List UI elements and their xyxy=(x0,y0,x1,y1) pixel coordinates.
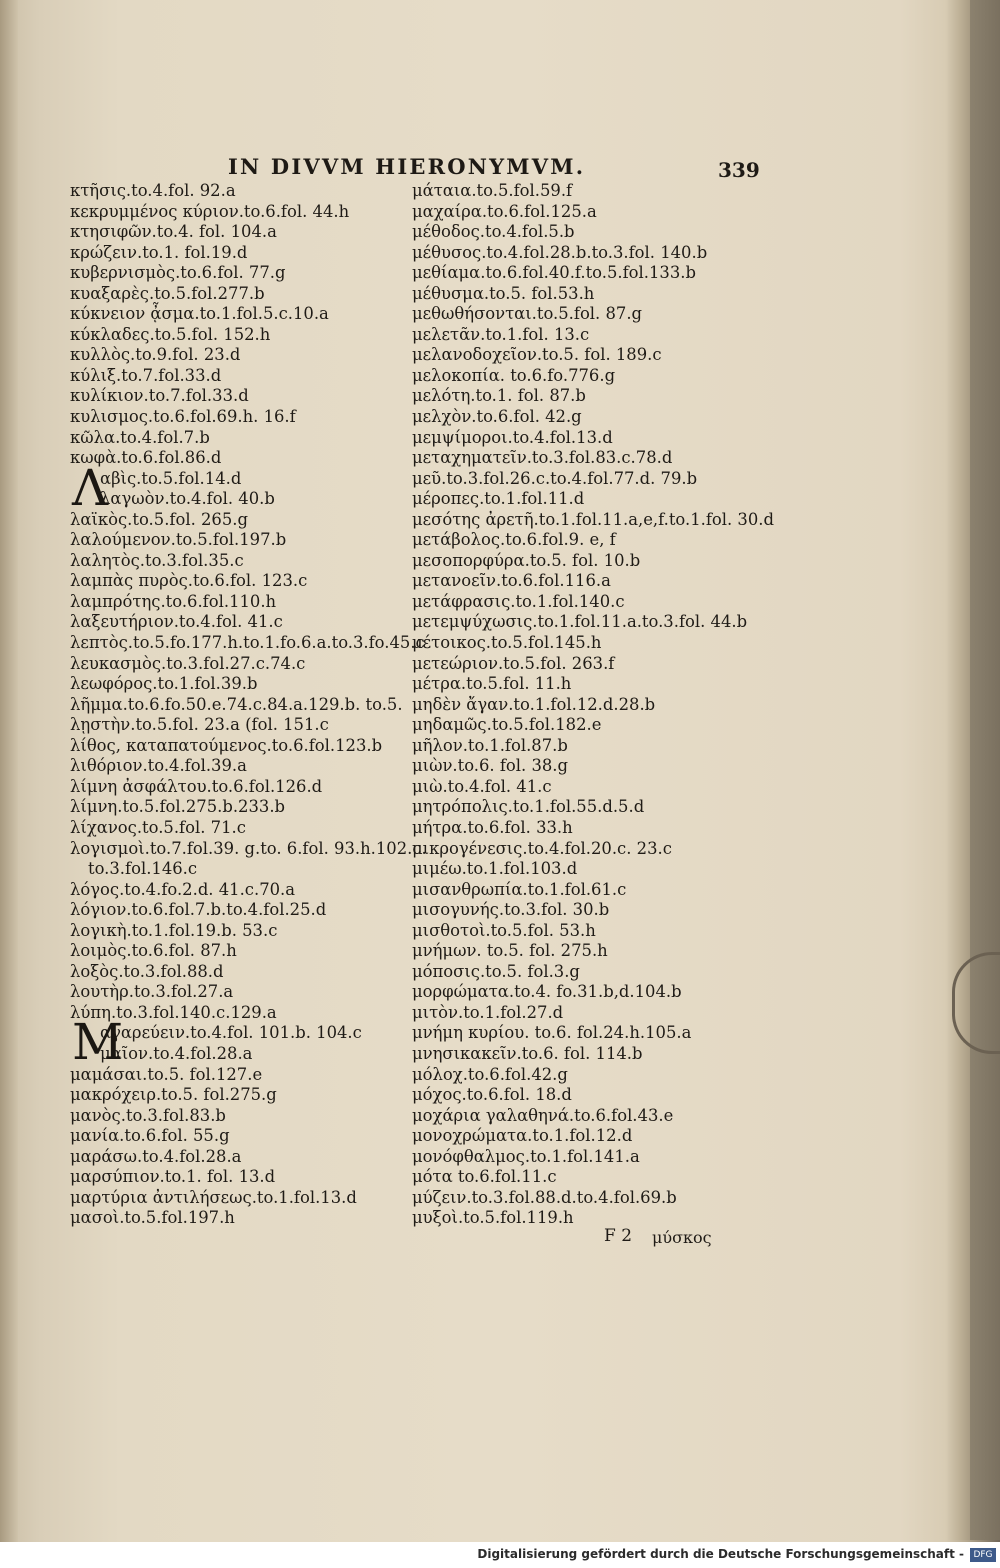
index-entry: κύκνειον ᾆσμα.to.1.fol.5.c.10.a xyxy=(70,304,329,324)
index-entry: αγαρεύειν.to.4.fol. 101.b. 104.c xyxy=(100,1023,362,1043)
index-entry: κεκρυμμένος κύριον.to.6.fol. 44.h xyxy=(70,201,350,221)
index-entry: λίθος, καταπατούμενος.to.6.fol.123.b xyxy=(70,735,383,755)
index-entry: λιθόριον.to.4.fol.39.a xyxy=(70,756,247,776)
index-entry: λοξὸς.to.3.fol.88.d xyxy=(70,961,224,981)
index-entry: μεταχηματεῖν.to.3.fol.83.c.78.d xyxy=(412,448,673,468)
index-entry: λαξευτήριον.to.4.fol. 41.c xyxy=(70,612,283,632)
index-entry: κυλίκιον.to.7.fol.33.d xyxy=(70,386,249,406)
index-entry: μορφώματα.to.4. fo.31.b,d.104.b xyxy=(412,982,682,1002)
index-entry: μετεμψύχωσις.to.1.fol.11.a.to.3.fol. 44.b xyxy=(412,612,748,632)
index-entry: μήτρα.to.6.fol. 33.h xyxy=(412,817,573,837)
index-entry: κυλλὸς.to.9.fol. 23.d xyxy=(70,345,241,365)
index-entry: μοχάρια γαλαθηνά.to.6.fol.43.e xyxy=(412,1105,674,1125)
index-entry: λαλητὸς.to.3.fol.35.c xyxy=(70,550,244,570)
dfg-logo: DFG xyxy=(970,1548,996,1562)
binding-strip xyxy=(970,0,1000,1540)
entries-l xyxy=(70,509,427,859)
index-entry: μελοκοπία. to.6.fo.776.g xyxy=(412,365,616,385)
index-entry: κυαξαρὲς.to.5.fol.277.b xyxy=(70,283,265,303)
index-entry: μέθυσμα.to.5. fol.53.h xyxy=(412,283,595,303)
index-entry: μονόφθαλμος.to.1.fol.141.a xyxy=(412,1146,640,1166)
digitization-footer xyxy=(0,1542,1000,1568)
index-entry: μεμψίμοροι.to.4.fol.13.d xyxy=(412,427,613,447)
index-entry: λίχανος.to.5.fol. 71.c xyxy=(70,817,246,837)
index-entry: μητρόπολις.to.1.fol.55.d.5.d xyxy=(412,797,645,817)
footer-credit: Digitalisierung gefördert durch die Deutsche Forschungsgemeinschaft - xyxy=(477,1547,964,1561)
entries-l-2 xyxy=(70,880,406,1024)
catchword: μύσκος xyxy=(652,1228,712,1247)
index-entry: μαχαίρα.to.6.fol.125.a xyxy=(412,201,597,221)
index-entry: κυβερνισμὸς.to.6.fol. 77.g xyxy=(70,263,286,283)
index-entry: μανία.to.6.fol. 55.g xyxy=(70,1126,230,1146)
index-entry: λίμνη.to.5.fol.275.b.233.b xyxy=(70,797,286,817)
index-entry: μότα to.6.fol.11.c xyxy=(412,1167,557,1187)
index-entry: μετεώριον.to.5.fol. 263.f xyxy=(412,653,615,673)
index-entry: μαῖον.to.4.fol.28.a xyxy=(100,1043,253,1063)
index-entry: μελανοδοχεῖον.to.5. fol. 189.c xyxy=(412,345,662,365)
index-entry: μηδαμῶς.to.5.fol.182.e xyxy=(412,715,602,735)
index-entry: μόποσις.to.5. fol.3.g xyxy=(412,961,580,981)
entries-k xyxy=(70,181,406,469)
index-entry: λόγος.to.4.fo.2.d. 41.c.70.a xyxy=(70,879,296,899)
index-entry: μηδὲν ἄγαν.to.1.fol.12.d.28.b xyxy=(412,694,656,714)
index-entry: μέθοδος.to.4.fol.5.b xyxy=(412,222,575,242)
index-entry: λεωφόρος.to.1.fol.39.b xyxy=(70,674,258,694)
index-entry: μεσοπορφύρα.to.5. fol. 10.b xyxy=(412,550,641,570)
left-page-edge xyxy=(0,0,18,1568)
index-entry: μέθυσος.to.4.fol.28.b.to.3.fol. 140.b xyxy=(412,242,708,262)
index-entry: μόλοχ.to.6.fol.42.g xyxy=(412,1064,568,1084)
index-entry-continuation: to.3.fol.146.c xyxy=(88,859,198,879)
drop-cap-lambda: Λ xyxy=(72,458,109,517)
index-entry: μνήμη κυρίου. to.6. fol.24.h.105.a xyxy=(412,1023,692,1043)
index-entry: κύκλαδες.to.5.fol. 152.h xyxy=(70,324,271,344)
index-entry: μεῦ.to.3.fol.26.c.to.4.fol.77.d. 79.b xyxy=(412,468,698,488)
signature-mark: F 2 xyxy=(604,1226,633,1246)
index-entry: μονοχρώματα.to.1.fol.12.d xyxy=(412,1126,633,1146)
left-index-column xyxy=(70,181,427,1229)
page-fold xyxy=(948,0,970,1540)
index-entry: μισθοτοὶ.to.5.fol. 53.h xyxy=(412,920,596,940)
index-entry: κρώζειν.to.1. fol.19.d xyxy=(70,242,248,262)
index-entry: μεθίαμα.to.6.fol.40.f.to.5.fol.133.b xyxy=(412,263,696,283)
entries-m xyxy=(70,1065,406,1229)
running-head: IN DIVVM HIERONYMVM. xyxy=(228,154,586,179)
index-entry: μετάφρασις.to.1.fol.140.c xyxy=(412,591,625,611)
index-entry: λογικὴ.to.1.fol.19.b. 53.c xyxy=(70,920,278,940)
page-number: 339 xyxy=(718,158,760,182)
index-entry: μασοὶ.to.5.fol.197.h xyxy=(70,1208,235,1228)
index-entry: κωφὰ.to.6.fol.86.d xyxy=(70,448,222,468)
index-entry: λουτὴρ.to.3.fol.27.a xyxy=(70,982,234,1002)
index-entry: μῆλον.to.1.fol.87.b xyxy=(412,735,568,755)
index-entry: μαράσω.to.4.fol.28.a xyxy=(70,1146,242,1166)
index-entry: μυξοὶ.to.5.fol.119.h xyxy=(412,1208,574,1228)
index-entry: λαγωὸν.to.4.fol. 40.b xyxy=(100,489,275,509)
index-entry: μεθωθήσονται.to.5.fol. 87.g xyxy=(412,304,643,324)
index-entry: μιμέω.to.1.fol.103.d xyxy=(412,859,578,879)
index-entry: κύλιξ.to.7.fol.33.d xyxy=(70,365,222,385)
index-entry: λαϊκὸς.to.5.fol. 265.g xyxy=(70,509,248,529)
index-entry: λύπη.to.3.fol.140.c.129.a xyxy=(70,1002,277,1022)
index-entry: μέτρα.to.5.fol. 11.h xyxy=(412,674,572,694)
index-entry: μαρσύπιον.to.1. fol. 13.d xyxy=(70,1167,276,1187)
index-entry: κυλισμος.to.6.fol.69.h. 16.f xyxy=(70,407,296,427)
index-entry: κῶλα.to.4.fol.7.b xyxy=(70,427,210,447)
index-entry: μικρογένεσις.to.4.fol.20.c. 23.c xyxy=(412,838,672,858)
index-entry: λαμπρότης.to.6.fol.110.h xyxy=(70,591,277,611)
index-entry: μακρόχειρ.to.5. fol.275.g xyxy=(70,1085,277,1105)
index-entry: μύζειν.to.3.fol.88.d.to.4.fol.69.b xyxy=(412,1187,677,1207)
index-entry: μεσότης ἀρετῆ.to.1.fol.11.a,e,f.to.1.fol. 30.d xyxy=(412,509,774,529)
index-entry: μόχος.to.6.fol. 18.d xyxy=(412,1085,572,1105)
index-entry: μισογυνής.to.3.fol. 30.b xyxy=(412,900,610,920)
index-entry: μελότη.to.1. fol. 87.b xyxy=(412,386,586,406)
index-entry: κτῆσις.to.4.fol. 92.a xyxy=(70,181,236,200)
index-entry: λίμνη ἀσφάλτου.to.6.fol.126.d xyxy=(70,776,323,796)
index-entry: μνησικακεῖν.to.6. fol. 114.b xyxy=(412,1043,643,1063)
index-entry: μελετᾶν.to.1.fol. 13.c xyxy=(412,324,590,344)
index-entry: λεπτὸς.to.5.fo.177.h.to.1.fo.6.a.to.3.fo.45.c xyxy=(70,633,425,653)
index-entry: μαρτύρια ἀντιλήσεως.to.1.fol.13.d xyxy=(70,1187,357,1207)
index-entry: μισανθρωπία.to.1.fol.61.c xyxy=(412,879,627,899)
index-entry: μαμάσαι.to.5. fol.127.e xyxy=(70,1064,263,1084)
index-entry: λευκασμὸς.to.3.fol.27.c.74.c xyxy=(70,653,306,673)
index-entry: μετάβολος.to.6.fol.9. e, f xyxy=(412,530,616,550)
index-entry: μετανοεῖν.to.6.fol.116.a xyxy=(412,571,611,591)
index-entry: λαλούμενον.to.5.fol.197.b xyxy=(70,530,287,550)
index-entry: λογισμοὶ.to.7.fol.39. g.to. 6.fol. 93.h.102.c. xyxy=(70,838,427,858)
index-entry: λῆμμα.to.6.fo.50.e.74.c.84.a.129.b. to.5. xyxy=(70,694,403,714)
index-entry: λοιμὸς.to.6.fol. 87.h xyxy=(70,941,237,961)
index-entry: λῃστὴν.to.5.fol. 23.a (fol. 151.c xyxy=(70,715,329,735)
index-entry: μιὼν.to.6. fol. 38.g xyxy=(412,756,568,776)
index-entry: μέτοικος.to.5.fol.145.h xyxy=(412,633,602,653)
index-entry: λαμπὰς πυρὸς.to.6.fol. 123.c xyxy=(70,571,308,591)
index-entry: μανὸς.to.3.fol.83.b xyxy=(70,1105,226,1125)
index-entry: μιτὸν.to.1.fol.27.d xyxy=(412,1002,564,1022)
index-entry: λόγιον.to.6.fol.7.b.to.4.fol.25.d xyxy=(70,900,327,920)
right-index-column xyxy=(412,181,774,1229)
index-entry: μιὼ.to.4.fol. 41.c xyxy=(412,776,552,796)
index-entry: κτησιφῶν.to.4. fol. 104.a xyxy=(70,222,277,242)
index-entry: μέροπες.to.1.fol.11.d xyxy=(412,489,585,509)
index-entry: μνήμων. to.5. fol. 275.h xyxy=(412,941,608,961)
index-entry: μελχὸν.to.6.fol. 42.g xyxy=(412,407,582,427)
entries-m-right xyxy=(412,181,774,1229)
drop-cap-block-mu xyxy=(70,1013,406,1072)
index-entry: αβὶς.to.5.fol.14.d xyxy=(100,468,242,488)
drop-cap-mu: Μ xyxy=(72,1013,124,1072)
index-entry: μάταια.to.5.fol.59.f xyxy=(412,181,573,200)
